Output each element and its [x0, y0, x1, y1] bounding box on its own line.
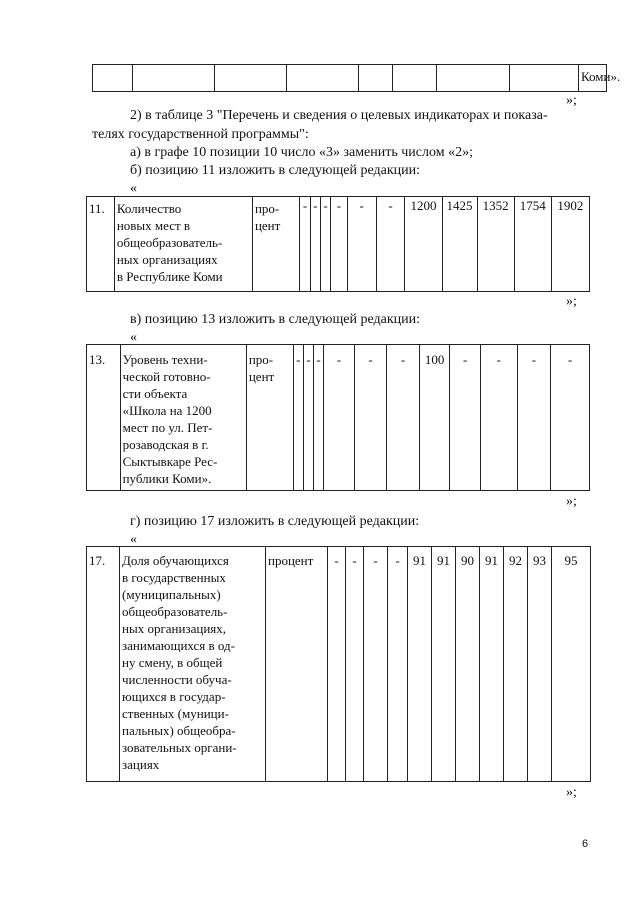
top-table-fragment — [92, 64, 621, 92]
value-cell: 1902 — [551, 197, 589, 292]
value-cell: - — [364, 547, 388, 782]
value-cell: - — [480, 345, 517, 491]
table-cell — [287, 65, 359, 92]
value-cell: - — [300, 197, 310, 292]
value-cell: - — [387, 345, 420, 491]
value-cell: 92 — [504, 547, 528, 782]
value-cell: - — [376, 197, 405, 292]
table-cell — [510, 65, 579, 92]
value-cell: 1754 — [514, 197, 551, 292]
table-cell — [93, 65, 133, 92]
value-cell: - — [310, 197, 320, 292]
value-cell: - — [388, 547, 408, 782]
table-row-17 — [86, 546, 591, 782]
indicator-name: Уровень техни- ческой готовно- сти объекта «Школа на 1200 мест по ул. Пет- розаводская в г. Сыктывкаре Рес- публики Коми». — [120, 345, 246, 491]
table-cell — [393, 65, 437, 92]
value-cell: - — [303, 345, 313, 491]
table-cell-last: Коми». — [579, 65, 607, 92]
page-number: 6 — [582, 838, 589, 850]
value-cell: - — [324, 345, 355, 491]
row-number: 11. — [87, 197, 115, 292]
item-a: а) в графе 10 позиции 10 число «3» заменить числом «2»; — [130, 145, 473, 160]
table-cell — [437, 65, 510, 92]
value-cell: - — [347, 197, 376, 292]
unit: процент — [266, 547, 328, 782]
value-cell: 91 — [408, 547, 432, 782]
closing-quote-13: »; — [566, 494, 577, 509]
value-cell: - — [354, 345, 387, 491]
item-v: в) позицию 13 изложить в следующей редакции: — [130, 312, 421, 327]
row-number: 13. — [87, 345, 121, 491]
value-cell: 91 — [480, 547, 504, 782]
value-cell: 90 — [456, 547, 480, 782]
indicator-name: Доля обучающихся в государственных (муниципальных) общеобразователь- ных организациях, занимающихся в од- ну смену, в общей численности обуча- ющихся в государ- ственных (муници- пальных) общеобра- зовательных органи- зациях — [120, 547, 266, 782]
value-cell: 1200 — [405, 197, 442, 292]
value-cell: 93 — [528, 547, 552, 782]
unit: про- цент — [252, 197, 299, 292]
value-cell: - — [320, 197, 330, 292]
value-cell: - — [450, 345, 481, 491]
top-table-closing-quote: »; — [566, 93, 577, 108]
item-b: б) позицию 11 изложить в следующей редакции: — [130, 163, 420, 178]
value-cell: - — [517, 345, 551, 491]
unit: про- цент — [246, 345, 293, 491]
closing-quote-11: »; — [566, 294, 577, 309]
value-cell: - — [346, 547, 364, 782]
value-cell: 91 — [432, 547, 456, 782]
table-row-11 — [86, 196, 590, 292]
item-g: г) позицию 17 изложить в следующей редакции: — [130, 514, 420, 529]
table-row-13 — [86, 344, 590, 491]
value-cell: 1352 — [477, 197, 514, 292]
indicator-name: Количество новых мест в общеобразователь- ных организациях в Республике Коми — [114, 197, 252, 292]
para-2-line2: телях государственной программы": — [92, 127, 309, 142]
opening-quote-v: « — [130, 330, 137, 345]
value-cell: 100 — [419, 345, 450, 491]
para-2-line1: 2) в таблице 3 "Перечень и сведения о целевых индикаторах и показа- — [130, 108, 548, 123]
value-cell: 95 — [552, 547, 591, 782]
table-cell — [359, 65, 393, 92]
value-cell: - — [331, 197, 347, 292]
value-cell: - — [328, 547, 346, 782]
closing-quote-17: »; — [566, 785, 577, 800]
opening-quote-b: « — [130, 181, 137, 196]
table-cell — [215, 65, 287, 92]
opening-quote-g: « — [130, 532, 137, 547]
value-cell: - — [293, 345, 303, 491]
row-number: 17. — [87, 547, 120, 782]
value-cell: 1425 — [442, 197, 477, 292]
table-cell — [133, 65, 215, 92]
value-cell: - — [551, 345, 590, 491]
value-cell: - — [314, 345, 324, 491]
